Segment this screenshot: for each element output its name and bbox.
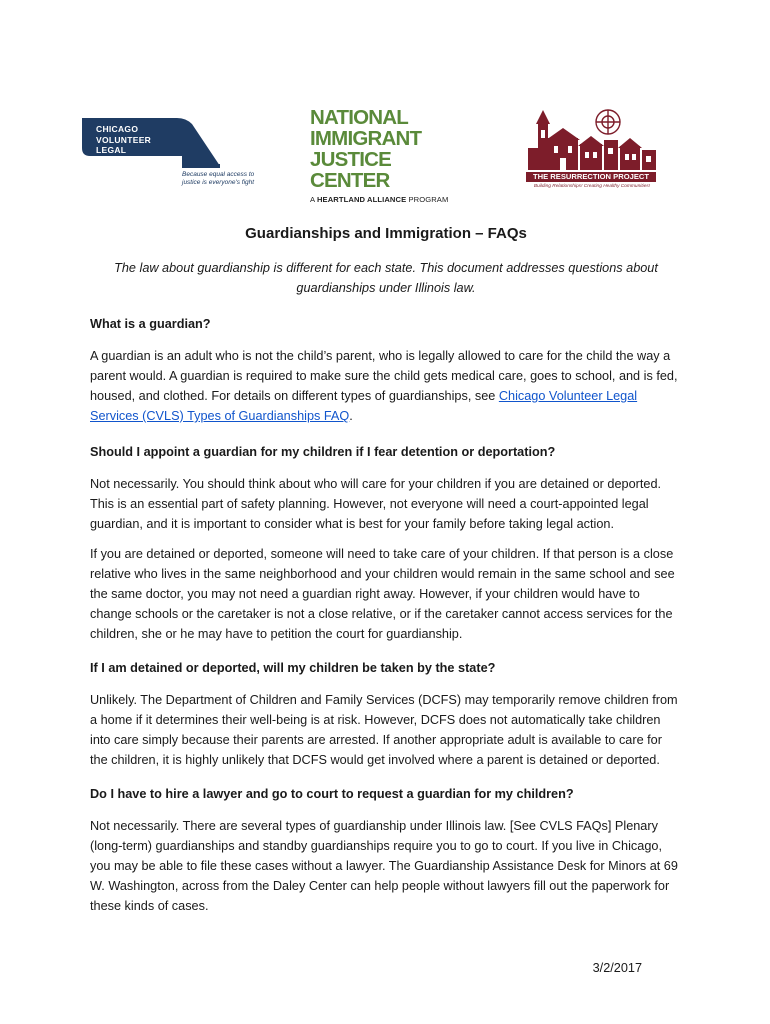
cvls-guardianships-faq-link[interactable]: Chicago Volunteer Legal Services (CVLS) Types of Guardianships FAQ [90, 389, 638, 423]
page-title: Guardianships and Immigration – FAQs [245, 225, 527, 242]
trp-logo-tagline: Building Relationships! Creating Healthy Communities! [533, 184, 651, 189]
nijc-logo [310, 106, 460, 204]
answer-hire-lawyer: Not necessarily. There are several types of guardianship under Illinois law. [See CVLS FAQs] Plenary (long-term) guardianships and standby guardianships require you to go to court. If you live in Chicago, you may be able to file these cases without a lawyer. The Guardianship Assistance Desk for Minors at 69 W. Washington, across from the Daley Center can help people without lawyers fill out the paperwork for these kinds of cases. [90, 819, 678, 913]
question-appoint-guardian: Should I appoint a guardian for my children if I fear detention or deportation? [90, 445, 556, 459]
trp-logo-name: THE RESURRECTION PROJECT [526, 172, 656, 182]
trp-logo [524, 108, 664, 192]
answer-text: A guardian is an adult who is not the child’s parent, who is legally allowed to care for the child the way a parent would. A guardian is required to make sure the child gets medical care, goes to school, and is fed, housed, and clothed. For details on different types of guardianships, see [90, 349, 678, 403]
cvls-logo-name: CHICAGO VOLUNTEER LEGAL SERVICES [96, 124, 152, 166]
answer-appoint-guardian-p1: Not necessarily. You should think about who will care for your children if you are detained or deported. This is an essential part of safety planning. However, not everyone will need a court-appointed legal guardian, and it is important to consider what is best for your family before taking legal action. [90, 477, 662, 531]
answer-taken-by-state: Unlikely. The Department of Children and Family Services (DCFS) may temporarily remove children from a home if it determines their well-being is at risk. However, DCFS does not automatically take children into care simply because their parents are arrested. If another appropriate adult is available to care for the children, it is highly unlikely that DCFS would get involved where a parent is detained or deported. [90, 693, 678, 767]
question-taken-by-state: If I am detained or deported, will my children be taken by the state? [90, 661, 496, 675]
church-skyline-icon [524, 108, 664, 174]
document-date: 3/2/2017 [592, 961, 642, 975]
logo-header [0, 0, 770, 204]
answer-appoint-guardian-p2: If you are detained or deported, someone will need to take care of your children. If that person is a close relative who lives in the same neighborhood and your children would remain in the same school and see the same doctor, you may not need a guardian right away. However, if your children would have to change schools or the caretaker is not a close relative, or if the caretaker cannot access services for the children, she or he may have to petition the court for guardianship. [90, 547, 675, 641]
document-body [90, 224, 682, 926]
cvls-logo [82, 118, 262, 198]
nijc-logo-name: NATIONAL IMMIGRANT JUSTICE CENTER [310, 106, 422, 192]
question-hire-lawyer: Do I have to hire a lawyer and go to court to request a guardian for my children? [90, 787, 574, 801]
page-subtitle: The law about guardianship is different for each state. This document addresses questions about guardianships under Illinois law. [114, 261, 658, 295]
answer-text-end: . [349, 409, 353, 423]
question-what-is-guardian: What is a guardian? [90, 317, 211, 331]
answer-what-is-guardian [90, 346, 682, 426]
cvls-logo-tagline: Because equal access to justice is everyone's fight [182, 171, 255, 186]
nijc-logo-subtitle: A HEARTLAND ALLIANCE PROGRAM [310, 195, 449, 204]
